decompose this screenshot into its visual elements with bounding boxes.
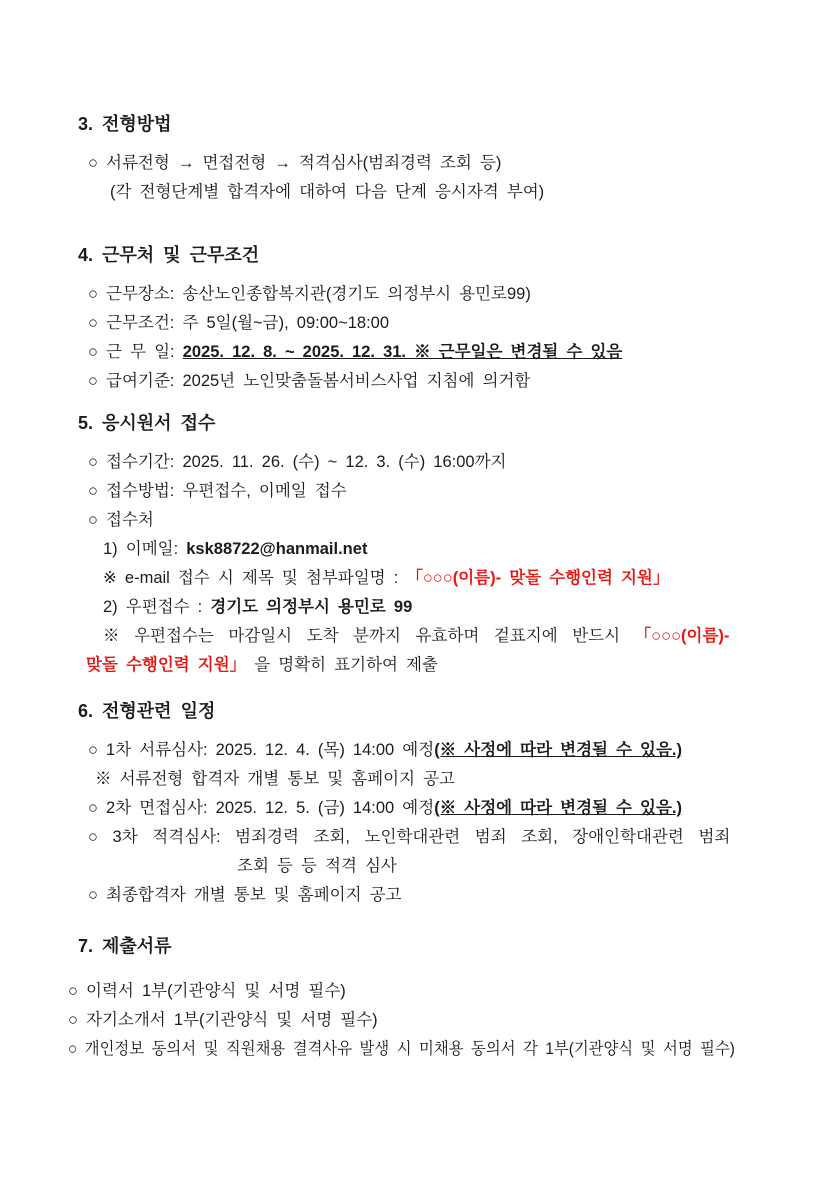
text-segment: ※ 우편접수는 마감일시 도착 분까지 유효하며 겉표지에 반드시 xyxy=(103,627,635,645)
text-segment: ○ 2차 면접심사: 2025. 12. 5. (금) 14:00 예정 xyxy=(88,799,435,817)
text-line xyxy=(78,367,778,396)
text-segment: ※ 서류전형 합격자 개별 통보 및 홈페이지 공고 xyxy=(95,770,455,788)
text-line xyxy=(78,178,778,207)
text-line xyxy=(78,280,778,309)
section-heading: 3. 전형방법 xyxy=(78,114,172,134)
text-line xyxy=(78,622,778,651)
text-line xyxy=(78,651,778,680)
text-segment: 을 명확히 표기하여 제출 xyxy=(246,656,438,674)
text-segment: 2) 우편접수 : xyxy=(103,598,211,616)
section-heading: 5. 응시원서 접수 xyxy=(78,413,216,433)
text-line xyxy=(78,309,778,338)
section-heading: 4. 근무처 및 근무조건 xyxy=(78,245,260,265)
text-segment: ○ 접수방법: 우편접수, 이메일 접수 xyxy=(88,482,347,500)
text-line xyxy=(78,736,778,765)
text-segment: ○ 개인정보 동의서 및 직원채용 결격사유 발생 시 미채용 동의서 각 1부(기관양식 및 서명 필수) xyxy=(68,1040,735,1058)
text-line xyxy=(78,881,778,910)
section xyxy=(78,700,778,910)
text-line xyxy=(68,1006,778,1035)
section-heading: 6. 전형관련 일정 xyxy=(78,701,216,721)
text-segment: ○ 근 무 일: xyxy=(88,343,183,361)
text-line xyxy=(78,477,778,506)
text-line xyxy=(68,977,778,1006)
text-segment: ○ 1차 서류심사: 2025. 12. 4. (목) 14:00 예정 xyxy=(88,741,435,759)
text-line xyxy=(78,448,778,477)
text-segment: ※ e-mail 접수 시 제목 및 첨부파일명 : xyxy=(103,569,407,587)
section xyxy=(78,113,778,207)
text-line xyxy=(78,506,778,535)
text-segment: ○ 접수기간: 2025. 11. 26. (수) ~ 12. 3. (수) 16:00까지 xyxy=(88,453,507,471)
highlighted-red-text: 맞돌 수행인력 지원」 xyxy=(86,656,247,674)
text-line xyxy=(78,823,778,852)
text-segment: 2025. 12. 8. ~ 2025. 12. 31. ※ 근무일은 변경될 수 있음 xyxy=(182,343,623,361)
text-segment: 1) 이메일: xyxy=(103,540,187,558)
section xyxy=(78,244,778,396)
text-segment: ○ 근무장소: 송산노인종합복지관(경기도 의정부시 용민로99) xyxy=(88,285,531,303)
text-segment: (※ 사정에 따라 변경될 수 있음.) xyxy=(434,799,683,817)
text-line xyxy=(78,338,778,367)
text-line xyxy=(78,765,778,794)
text-line xyxy=(78,564,778,593)
section xyxy=(78,412,778,680)
text-line xyxy=(68,1035,735,1064)
text-line xyxy=(78,593,778,622)
text-line xyxy=(78,149,778,178)
highlighted-red-text: 「○○○(이름)- 맞돌 수행인력 지원」 xyxy=(406,569,670,587)
text-segment: ○ 근무조건: 주 5일(월~금), 09:00~18:00 xyxy=(88,314,390,332)
text-segment: ○ 자기소개서 1부(기관양식 및 서명 필수) xyxy=(68,1011,378,1029)
text-segment: ksk88722@hanmail.net xyxy=(186,540,368,558)
text-segment: ○ 접수처 xyxy=(88,511,154,529)
text-line xyxy=(78,535,778,564)
text-segment: 조회 등 등 적격 심사 xyxy=(237,857,397,875)
text-segment: ○ 이력서 1부(기관양식 및 서명 필수) xyxy=(68,982,346,1000)
text-segment: ○ 3차 적격심사: 범죄경력 조회, 노인학대관련 범죄 조회, 장애인학대관련 범죄 xyxy=(88,828,731,846)
text-segment: ○ 최종합격자 개별 통보 및 홈페이지 공고 xyxy=(88,886,402,904)
document-content xyxy=(68,113,778,1064)
text-line xyxy=(78,794,778,823)
text-line xyxy=(78,852,778,881)
text-segment: (※ 사정에 따라 변경될 수 있음.) xyxy=(434,741,683,759)
section-heading: 7. 제출서류 xyxy=(78,936,172,956)
text-segment: ○ 급여기준: 2025년 노인맞춤돌봄서비스사업 지침에 의거함 xyxy=(88,372,531,390)
text-segment: ○ 서류전형 → 면접전형 → 적격심사(범죄경력 조회 등) xyxy=(88,154,502,172)
highlighted-red-text: 「○○○(이름)- xyxy=(634,627,730,645)
text-segment: (각 전형단계별 합격자에 대하여 다음 단계 응시자격 부여) xyxy=(110,183,545,201)
text-segment: 경기도 의정부시 용민로 99 xyxy=(210,598,413,616)
section xyxy=(68,935,778,1064)
